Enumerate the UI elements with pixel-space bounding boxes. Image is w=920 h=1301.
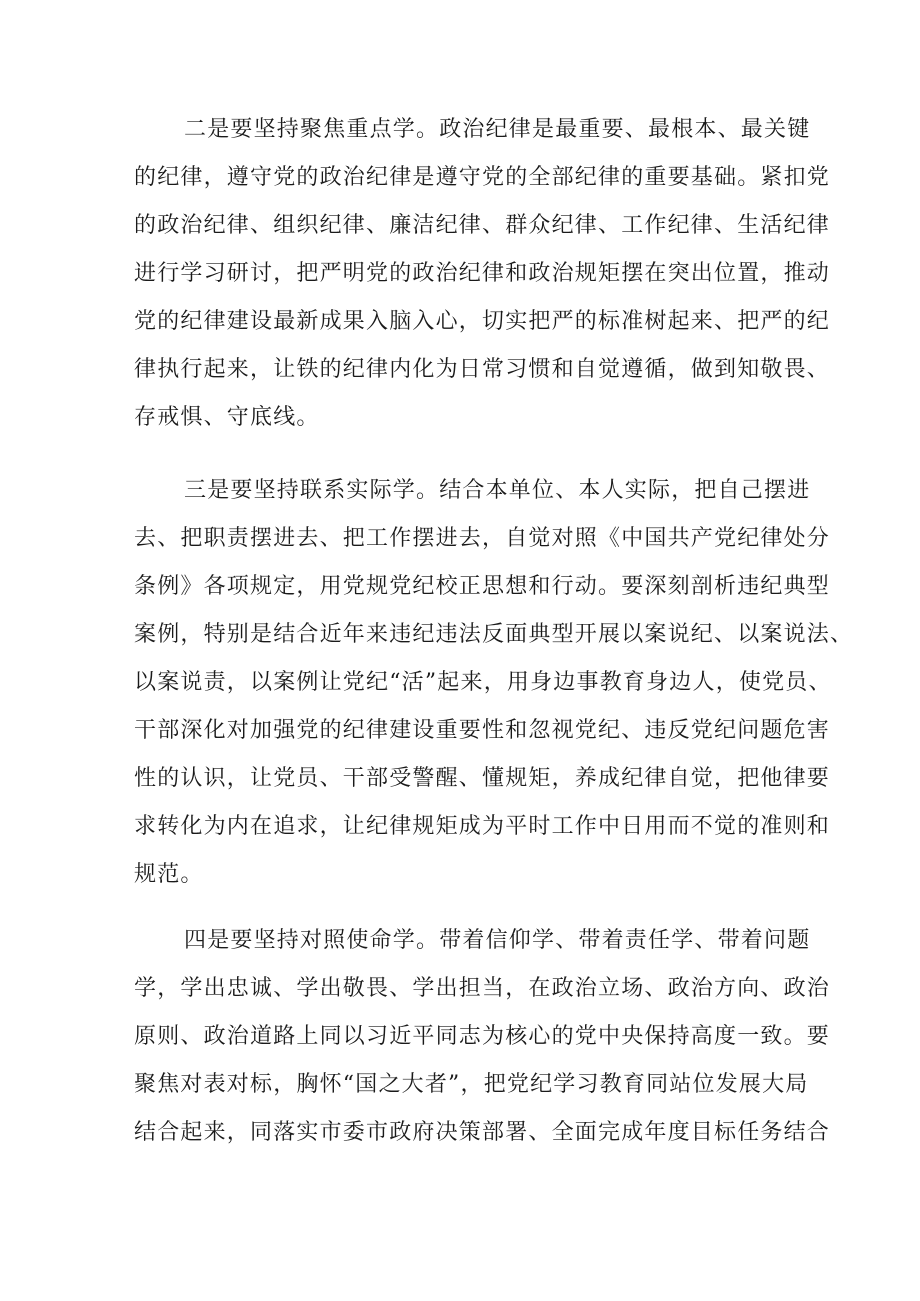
paragraph-3-link-to-practice bbox=[134, 467, 854, 899]
paragraph-line: 原则、政治道路上同以习近平同志为核心的党中央保持高度一致。要 bbox=[134, 1024, 831, 1049]
paragraph-line: 的政治纪律、组织纪律、廉洁纪律、群众纪律、工作纪律、生活纪律 bbox=[134, 213, 831, 238]
paragraph-line: 规范。 bbox=[134, 862, 204, 887]
paragraph-line: 结合起来，同落实市委市政府决策部署、全面完成年度目标任务结合 bbox=[134, 1120, 831, 1145]
paragraph-line: 存戒惧、守底线。 bbox=[134, 405, 320, 430]
paragraph-line: 干部深化对加强党的纪律建设重要性和忽视党纪、违反党纪问题危害 bbox=[134, 718, 831, 743]
paragraph-line: 学，学出忠诚、学出敬畏、学出担当，在政治立场、政治方向、政治 bbox=[134, 976, 831, 1001]
paragraph-line: 二是要坚持聚焦重点学。政治纪律是最重要、最根本、最关键 bbox=[184, 117, 811, 142]
paragraph-line: 条例》各项规定，用党规党纪校正思想和行动。要深刻剖析违纪典型 bbox=[134, 574, 831, 599]
paragraph-line: 的纪律，遵守党的政治纪律是遵守党的全部纪律的重要基础。紧扣党 bbox=[134, 165, 831, 190]
paragraph-line: 四是要坚持对照使命学。带着信仰学、带着责任学、带着问题 bbox=[184, 928, 811, 953]
paragraph-line: 求转化为内在追求，让纪律规矩成为平时工作中日用而不觉的准则和 bbox=[134, 814, 831, 839]
paragraph-line: 以案说责，以案例让党纪“活”起来，用身边事教育身边人，使党员、 bbox=[134, 670, 832, 695]
paragraph-line: 律执行起来，让铁的纪律内化为日常习惯和自觉遵循，做到知敬畏、 bbox=[134, 357, 831, 382]
paragraph-line: 去、把职责摆进去、把工作摆进去，自觉对照《中国共产党纪律处分 bbox=[134, 526, 831, 551]
paragraph-line: 党的纪律建设最新成果入脑入心，切实把严的标准树起来、把严的纪 bbox=[134, 309, 831, 334]
paragraph-line: 性的认识，让党员、干部受警醒、懂规矩，养成纪律自觉，把他律要 bbox=[134, 766, 831, 791]
paragraph-line: 三是要坚持联系实际学。结合本单位、本人实际，把自己摆进 bbox=[184, 478, 811, 503]
paragraph-2-focus-key-points bbox=[134, 106, 831, 442]
paragraph-4-mission-study bbox=[134, 917, 831, 1157]
paragraph-line: 进行学习研讨，把严明党的政治纪律和政治规矩摆在突出位置，推动 bbox=[134, 261, 831, 286]
paragraph-line: 案例，特别是结合近年来违纪违法反面典型开展以案说纪、以案说法、 bbox=[134, 622, 854, 647]
paragraph-line: 聚焦对表对标，胸怀“国之大者”，把党纪学习教育同站位发展大局 bbox=[134, 1072, 809, 1097]
